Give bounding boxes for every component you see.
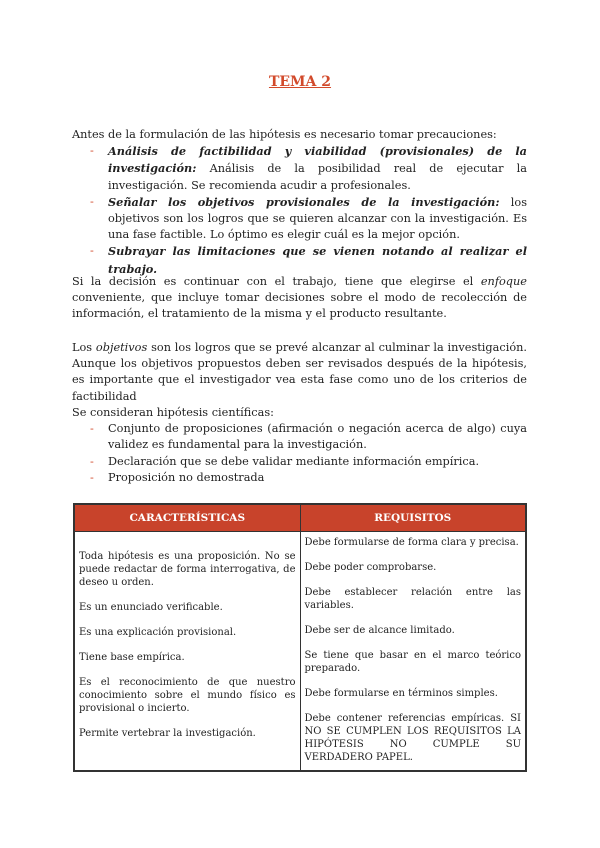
- list-item: - Señalar los objetivos provisionales de la investigación: los objetivos son los logros que se quieren alcanzar con la investigación. Es una fase factible. Lo óptimo es elegir cuál es la mejor opción.: [90, 194, 527, 242]
- precautions-section: [72, 127, 527, 278]
- requisitos-cell: Debe formularse de forma clara y precisa. Debe poder comprobarse. Debe establecer relación entre las variables. Debe ser de alcance limitado. Se tiene que basar en el marco teórico preparado. Debe formularse en términos simples. Debe contener referencias empíricas. SI NO SE CUMPLEN LOS REQUISITOS LA HIPÓTESIS NO CUMPLE SU VERDADERO PAPEL.: [300, 532, 526, 772]
- list-item: - Subrayar las limitaciones que se vienen notando al realizar el trabajo.: [90, 244, 527, 276]
- list-item: - Conjunto de proposiciones (afirmación o negación acerca de algo) cuya validez es fundamental para la investigación.: [90, 422, 527, 452]
- hypothesis-table: [73, 503, 527, 772]
- hypotheses-section: [72, 405, 527, 486]
- header-caracteristicas: CARACTERÍSTICAS: [74, 504, 300, 532]
- precautions-list: [72, 143, 527, 278]
- header-requisitos: REQUISITOS: [300, 504, 526, 532]
- list-item: - Proposición no demostrada: [90, 470, 265, 484]
- page-title: TEMA 2: [268, 74, 332, 90]
- list-item: - Análisis de factibilidad y viabilidad (provisionales) de la investigación: Análisis de la posibilidad real de ejecutar la investigación. Se recomienda acudir a profesionales.: [90, 144, 527, 192]
- paragraph-enfoque: Si la decisión es continuar con el trabajo, tiene que elegirse el enfoque conveniente, que incluye tomar decisiones sobre el modo de recolección de información, el tratamiento de la misma y el producto resultante.: [72, 275, 527, 321]
- caracteristicas-cell: Toda hipótesis es una proposición. No se puede redactar de forma interrogativa, de deseo u orden. Es un enunciado verificable. Es una explicación provisional. Tiene base empírica. Es el reconocimiento de que nuestro conocimiento sobre el mundo físico es provisional o incierto. Permite vertebrar la investigación.: [74, 532, 300, 772]
- list-item: - Declaración que se debe validar mediante información empírica.: [90, 454, 480, 468]
- paragraph-objetivos: Los objetivos son los logros que se prevé alcanzar al culminar la investigación. Aunque los objetivos propuestos deben ser revisados después de la hipótesis, es importante que el investigador vea esta fase como uno de los criterios de factibilidad: [72, 341, 527, 403]
- hypotheses-intro: Se consideran hipótesis científicas:: [72, 406, 274, 419]
- intro-text: Antes de la formulación de las hipótesis es necesario tomar precauciones:: [72, 128, 497, 141]
